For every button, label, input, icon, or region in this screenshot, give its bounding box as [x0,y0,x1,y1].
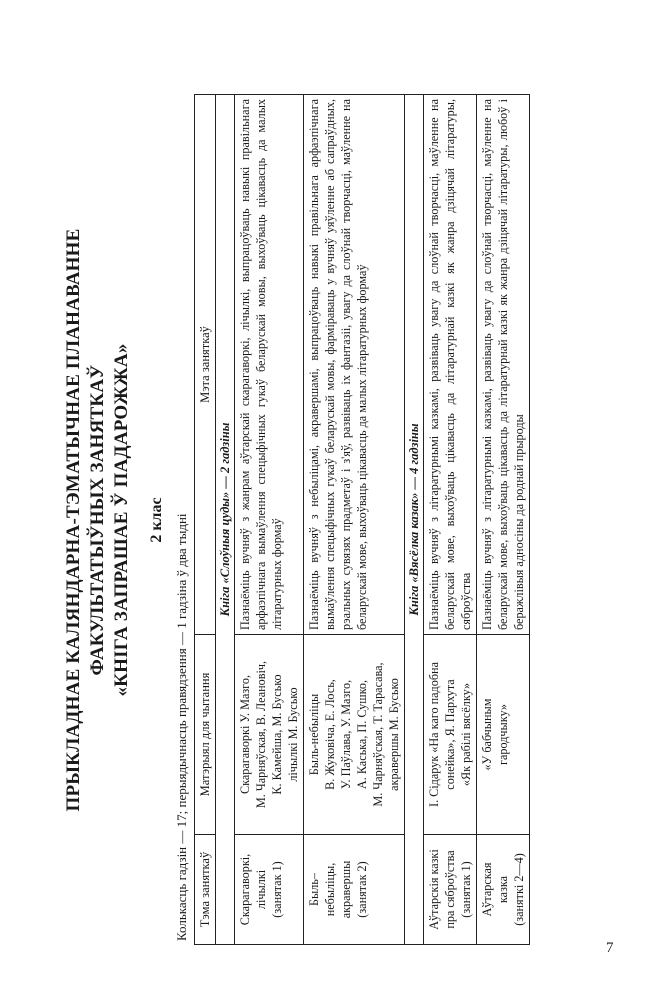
table-body [216,95,530,945]
section-title: Кніга «Вясёлка казак» — 4 гадзіны [405,95,424,945]
topic-line: небыліцы, [323,862,337,917]
material-line: «У бабчыным [480,698,494,771]
topic-line: Аўтарскія казкі [427,849,441,930]
topic-cell [235,835,304,945]
section-title: Кніга «Слоўныя цуды» — 2 гадзіны [216,95,235,945]
topic-line: Скарагаворкі, [238,853,252,926]
section-row [405,95,424,945]
material-line: гародчыку» [496,704,510,766]
topic-cell [477,835,530,945]
hours-line: Колькасць гадзін — 17; перыядычнасць правядзення — 1 гадзіна ў два тыдні [174,513,189,941]
material-line: В. Жуковіча, Е. Лось, [323,679,337,790]
page-title [62,95,134,945]
grade-heading: 2 клас [148,497,165,543]
goal-cell: Пазнаёміць вучняў з небыліцамі, акравершамі, выпрацоўваць навыкі правільнага арфаэпічнага вымаўлення спецыфічных гукаў беларускай мовы, фарміраваць у вучняў уяўленне аб сапраўдных, рэальных сувязях прадметаў і з'яў, развіваць іх фантазіі, увагу да слоўнай творчасці, маўленне на беларускай мове, выхоўваць цікавасць да малых літаратурных формаў [304,95,405,635]
material-line: М. Чарняўская, Т. Тарасава, [371,662,385,807]
material-cell [424,635,477,835]
table-header-row [195,95,216,945]
material-line: акравершы М. Бусько [387,678,401,791]
goal-cell: Пазнаёміць вучняў з літаратурнымі казкамі, развіваць увагу да слоўнай творчасці, маўленне на беларускай мове, выхоўваць цікавасць да літаратурнай казкі як жанра дзіцячай літаратуры, любоў і беражлівыя адносіны да роднай прыроды [477,95,530,635]
topic-line: акравершы [339,860,353,919]
section-row [216,95,235,945]
topic-line: (занятак 1) [459,861,473,918]
table-row [235,95,304,945]
material-line: Скарагаворкі У. Мазго, [238,674,252,795]
material-cell [235,635,304,835]
material-line: І. Сідарук «На каго падобна [427,662,441,807]
topic-cell [424,835,477,945]
topic-line: пра сяброўства [443,850,457,929]
header-material: Матэрыял для чытання [195,635,216,835]
topic-line: (заняткі 2—4) [512,853,526,926]
header-topic: Тэма заняткаў [195,835,216,945]
title-line-2: ФАКУЛЬТАТЫЎНЫХ ЗАНЯТКАЎ [87,364,108,676]
header-goal: Мэта заняткаў [195,95,216,635]
topic-line: Аўтарская [480,862,494,917]
material-cell [477,635,530,835]
title-line-3: «КНІГА ЗАПРАШАЕ Ў ПАДАРОЖЖА» [111,343,132,697]
material-line: А. Каська, П. Сушко, [355,679,369,790]
table-row [424,95,477,945]
table-row [304,95,405,945]
plan-table [194,94,530,945]
material-line: «Як рабілі вясёлку» [459,682,473,787]
material-cell [304,635,405,835]
topic-line: (занятак 1) [270,861,284,918]
topic-line: лічылкі [254,869,268,910]
topic-line: казка [496,875,510,904]
goal-cell: Пазнаёміць вучняў з літаратурнымі казкамі, развіваць увагу да слоўнай творчасці, маўленне на беларускай мове, выхоўваць цікавасць да літаратурнай казкі як жанра дзіцячай літаратуры, сяброўства [424,95,477,635]
material-line: сонейка», Я. Пархута [443,679,457,790]
rotated-page [62,95,642,945]
material-line: М. Чарняўская, В. Леановіч, [254,660,268,809]
material-line: лічылкі М. Бусько [286,687,300,782]
material-line: У. Паўлава, У. Мазго, [339,679,353,790]
topic-line: (занятак 2) [355,861,369,918]
title-line-1: ПРЫКЛАДНАЕ КАЛЯНДАРНА-ТЭМАТЫЧНАЕ ПЛАНАВАННЕ [63,228,84,812]
material-line: Быль-небыліцы [307,693,321,776]
topic-line: Быль– [307,873,321,906]
table-row [477,95,530,945]
goal-cell: Пазнаёміць вучняў з жанрам аўтарскай скарагаворкі, лічылкі, выпрацоўваць навыкі правільнага арфаэпічнага вымаўлення спецыфічных гукаў беларускай мовы, выхоўваць цікавасць да малых літаратурных формаў [235,95,304,635]
topic-cell [304,835,405,945]
material-line: К. Камейша, М. Бусько [270,674,284,795]
page-number: 7 [606,940,614,956]
